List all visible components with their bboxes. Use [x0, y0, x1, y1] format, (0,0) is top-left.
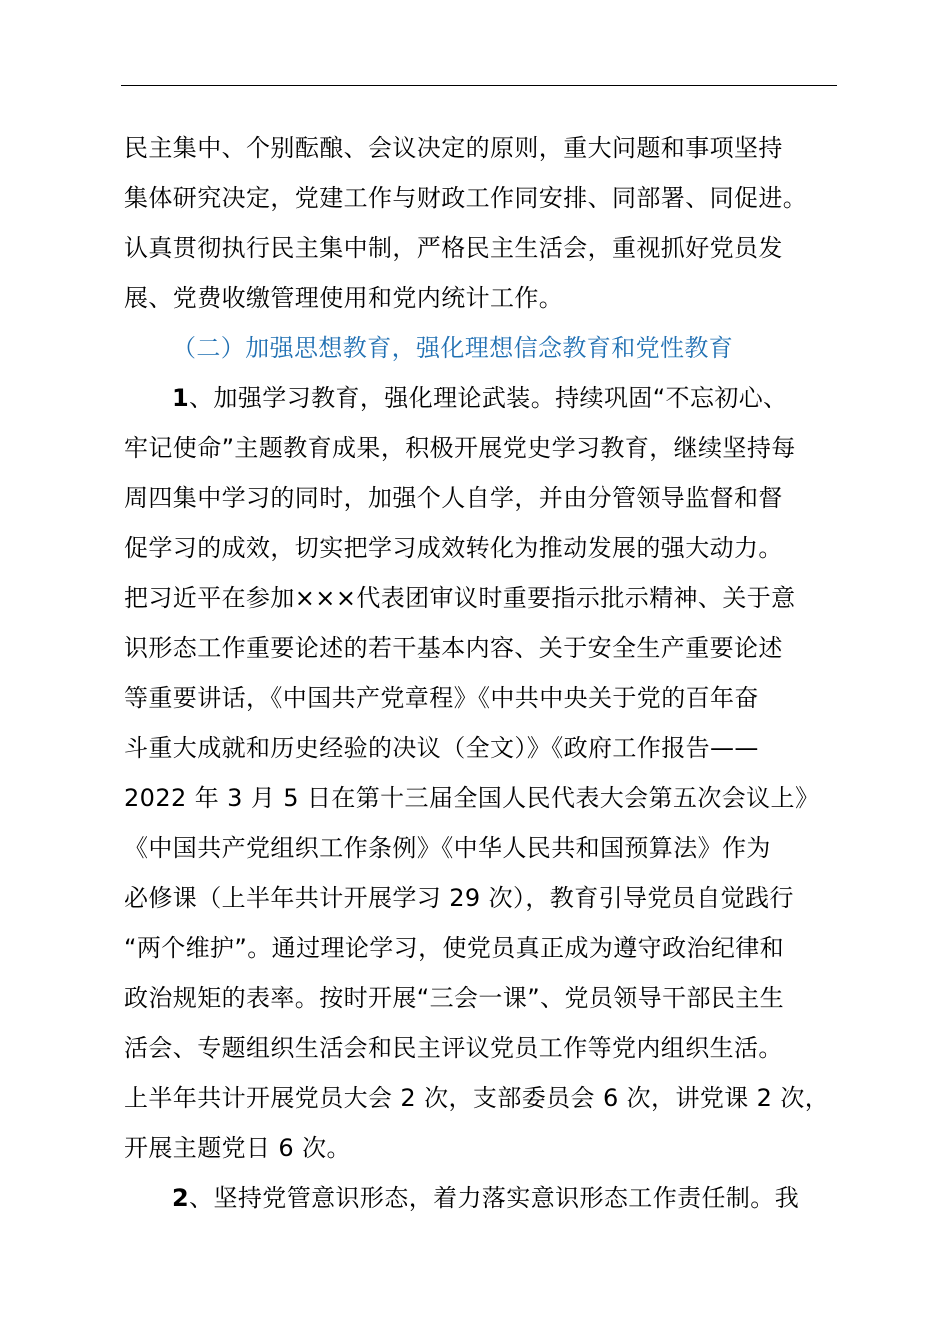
paragraph-line: 斗重大成就和历史经验的决议（全文）》《政府工作报告——: [124, 734, 759, 762]
paragraph-line: 牢记使命”主题教育成果，积极开展党史学习教育，继续坚持每: [124, 434, 796, 462]
paragraph-line: 民主集中、个别酝酿、会议决定的原则，重大问题和事项坚持: [124, 134, 783, 162]
item-2-first-line: [172, 1180, 799, 1216]
header-rule: [121, 85, 837, 86]
paragraph-line: 展、党费收缴管理使用和党内统计工作。: [124, 284, 564, 312]
section-heading: （二）加强思想教育，强化理想信念教育和党性教育: [172, 334, 734, 362]
paragraph-line: 周四集中学习的同时，加强个人自学，并由分管领导监督和督: [124, 484, 783, 512]
paragraph-line: 《中国共产党组织工作条例》《中华人民共和国预算法》作为: [124, 834, 771, 862]
paragraph-line: 认真贯彻执行民主集中制，严格民主生活会，重视抓好党员发: [124, 234, 783, 262]
paragraph-line: 等重要讲话，《中国共产党章程》《中共中央关于党的百年奋: [124, 684, 759, 712]
paragraph-line: 集体研究决定，党建工作与财政工作同安排、同部署、同促进。: [124, 184, 808, 212]
paragraph-line: “两个维护”。通过理论学习，使党员真正成为遵守政治纪律和: [124, 934, 785, 962]
item-2-title: 、坚持党管意识形态，着力落实意识形态工作责任制。我: [189, 1184, 800, 1212]
paragraph-line: 促学习的成效，切实把学习成效转化为推动发展的强大动力。: [124, 534, 783, 562]
item-1-title: 、加强学习教育，强化理论武装。持续巩固“不忘初心、: [189, 384, 788, 412]
paragraph-line: 上半年共计开展党员大会 2 次，支部委员会 6 次，讲党课 2 次，: [124, 1084, 830, 1112]
paragraph-line: 政治规矩的表率。按时开展“三会一课”、党员领导干部民主生: [124, 984, 785, 1012]
paragraph-line: 2022 年 3 月 5 日在第十三届全国人民代表大会第五次会议上》: [124, 784, 820, 812]
item-1-number: 1: [172, 384, 190, 412]
item-2-number: 2: [172, 1184, 190, 1212]
paragraph-line: 必修课（上半年共计开展学习 29 次），教育引导党员自觉践行: [124, 884, 794, 912]
paragraph-line: 把习近平在参加×××代表团审议时重要指示批示精神、关于意: [124, 584, 796, 612]
paragraph-line: 开展主题党日 6 次。: [124, 1134, 351, 1162]
item-1-first-line: [172, 380, 788, 416]
paragraph-line: 活会、专题组织生活会和民主评议党员工作等党内组织生活。: [124, 1034, 783, 1062]
paragraph-line: 识形态工作重要论述的若干基本内容、关于安全生产重要论述: [124, 634, 783, 662]
